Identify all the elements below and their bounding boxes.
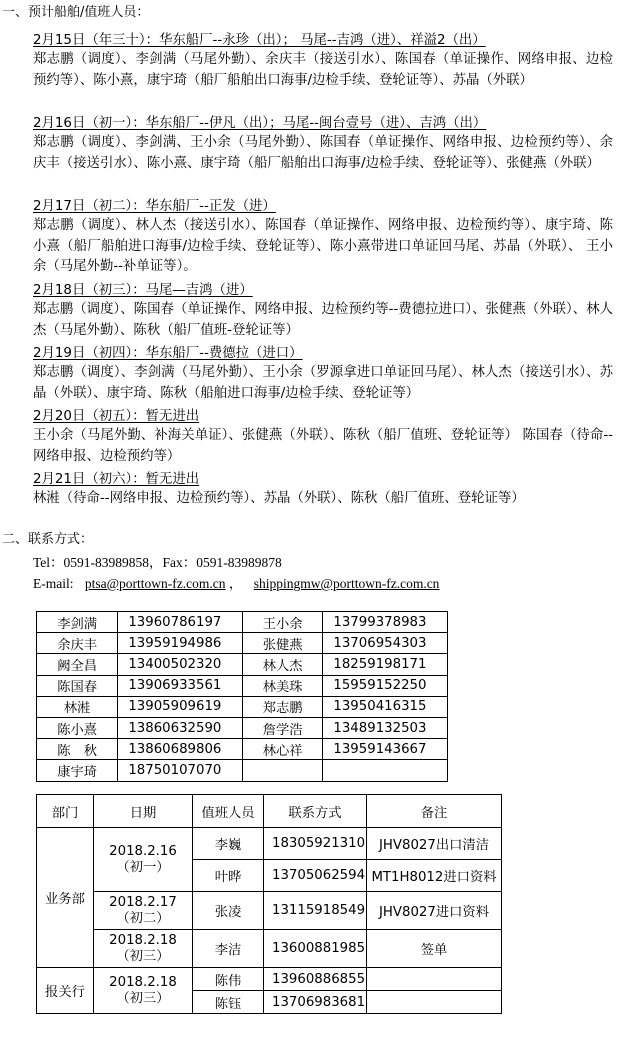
remark-cell: JHV8027进口资料 [367,892,502,930]
section2-title: 二、联系方式： [2,532,94,547]
day-heading: 2月18日（初三）：马尾—吉鸿（进） [33,283,253,298]
phone-cell: 13706983681 [264,991,367,1014]
remark-cell [367,968,502,991]
table-row [37,696,448,717]
name-cell: 康宇琦 [37,760,118,781]
header-contact: 联系方式 [264,795,367,828]
name-cell: 张健燕 [242,633,322,654]
phone-cell: 13706954303 [323,633,448,654]
phone-cell: 18259198171 [323,654,448,675]
day-staff: 郑志鹏（调度）、林人杰（接送引水）、陈国春（单证操作、网络申报、边检预约等）、康宇琦、陈小熹（船厂船舶进口海事/边检手续、登轮证等）、陈小熹带进口单证回马尾、苏晶（外联）、 王小余（马尾外勤--补单证等）。 [33,218,613,274]
name-cell [242,760,322,781]
dept-cell: 报关行 [37,968,94,1014]
phone-cell: 13115918549 [264,892,367,930]
remark-cell [367,991,502,1014]
name-cell: 王小余 [242,612,322,633]
header-remark: 备注 [367,795,502,828]
email-link-ptsa[interactable]: ptsa@porttown-fz.com.cn [84,576,226,591]
phone-cell: 13906933561 [118,675,243,696]
phone-cell: 15959152250 [323,675,448,696]
email-link-shippingmw[interactable]: shippingmw@porttown-fz.com.cn [253,576,440,591]
name-cell: 陈 秋 [37,739,118,760]
name-cell: 陈小熹 [37,717,118,738]
duty-table [36,794,502,1014]
table-row [37,968,502,991]
table-row [37,760,448,781]
email-separator: ， [228,576,243,591]
table-row [37,654,448,675]
phone-table [36,611,448,782]
name-cell: 林溎 [37,696,118,717]
name-cell: 詹学浩 [242,717,322,738]
phone-cell: 13905909619 [118,696,243,717]
phone-cell: 13950416315 [323,696,448,717]
table-row [37,612,448,633]
staff-cell: 陈伟 [193,968,264,991]
date-cell: 2018.2.16 （初一） [94,828,193,892]
table-row [37,675,448,696]
day-heading: 2月20日（初五）：暂无进出 [33,409,200,424]
day-staff: 郑志鹏（调度）、李剑满（马尾外勤）、余庆丰（接送引水）、陈国春（单证操作、网络申报、边检预约等）、陈小熹，康宇琦（船厂船舶出口海事/边检手续、登轮证等）、苏晶（外联） [33,52,613,88]
name-cell: 林美珠 [242,675,322,696]
date-cell: 2018.2.17 （初二） [94,892,193,930]
email-line [33,572,439,592]
phone-cell: 13799378983 [323,612,448,633]
phone-cell: 13489132503 [323,717,448,738]
day-staff: 王小余（马尾外勤、补海关单证）、张健燕（外联）、陈秋（船厂值班、登轮证等） 陈国春（待命--网络申报、边检预约等） [33,428,613,464]
phone-cell: 13860689806 [118,739,243,760]
header-dept: 部门 [37,795,94,828]
phone-cell: 13705062594 [264,860,367,892]
table-row [37,892,502,930]
day-staff: 郑志鹏（调度）、李剑满、王小余（马尾外勤）、陈国春（单证操作、网络申报、边检预约等）、余庆丰（接送引水）、陈小熹、康宇琦（船厂船舶出口海事/边检手续、登轮证等）、张健燕（外联） [33,135,613,171]
header-date: 日期 [94,795,193,828]
phone-cell: 18305921310 [264,828,367,860]
table-row [37,930,502,968]
table-row [37,717,448,738]
day-heading: 2月19日（初四）：华东船厂--费德拉（进口） [33,346,303,361]
staff-cell: 叶晔 [193,860,264,892]
phone-cell: 13600881985 [264,930,367,968]
staff-cell: 李洁 [193,930,264,968]
name-cell: 郑志鹏 [242,696,322,717]
table-row [37,739,448,760]
remark-cell: 签单 [367,930,502,968]
dept-cell: 业务部 [37,828,94,968]
staff-cell: 李巍 [193,828,264,860]
staff-cell: 陈钰 [193,991,264,1014]
day-staff: 郑志鹏（调度）、陈国春（单证操作、网络申报、边检预约等--费德拉进口）、张健燕（外联）、林人杰（马尾外勤）、陈秋（船厂值班-登轮证等） [33,302,613,338]
day-heading: 2月21日（初六）：暂无进出 [33,472,200,487]
phone-cell: 13959143667 [323,739,448,760]
tel-fax-line: Tel：0591-83989858，Fax：0591-83989878 [33,555,282,570]
phone-cell: 13960786197 [118,612,243,633]
phone-cell: 13860632590 [118,717,243,738]
name-cell: 李剑满 [37,612,118,633]
day-heading: 2月15日（年三十）：华东船厂--永珍（出）； 马尾--吉鸿（进）、祥溢2（出） [33,33,486,48]
remark-cell: JHV8027出口清洁 [367,828,502,860]
header-staff: 值班人员 [193,795,264,828]
phone-cell: 18750107070 [118,760,243,781]
name-cell: 阙全昌 [37,654,118,675]
date-cell: 2018.2.18 （初三） [94,968,193,1014]
duty-header-row [37,795,502,828]
phone-cell: 13960886855 [264,968,367,991]
day-staff: 郑志鹏（调度）、李剑满（马尾外勤）、王小余（罗源拿进口单证回马尾）、林人杰（接送引水）、苏晶（外联）、康宇琦、陈秋（船舶进口海事/边检手续、登轮证等） [33,365,613,401]
day-staff: 林溎（待命--网络申报、边检预约等）、苏晶（外联）、陈秋（船厂值班、登轮证等） [33,491,525,506]
remark-cell: MT1H8012进口资料 [367,860,502,892]
email-label: E-mail: [33,576,74,591]
name-cell: 林人杰 [242,654,322,675]
day-heading: 2月17日（初二）：华东船厂--正发（进） [33,199,276,214]
staff-cell: 张凌 [193,892,264,930]
name-cell: 余庆丰 [37,633,118,654]
date-cell: 2018.2.18 （初三） [94,930,193,968]
table-row [37,633,448,654]
table-row [37,828,502,860]
name-cell: 林心祥 [242,739,322,760]
day-heading: 2月16日（初一）：华东船厂--伊凡（出）；马尾--闽台壹号（进）、吉鸿（出） [33,116,487,131]
phone-cell: 13400502320 [118,654,243,675]
phone-cell [323,760,448,781]
name-cell: 陈国春 [37,675,118,696]
phone-cell: 13959194986 [118,633,243,654]
section1-title: 一、预计船舶/值班人员： [2,5,150,20]
